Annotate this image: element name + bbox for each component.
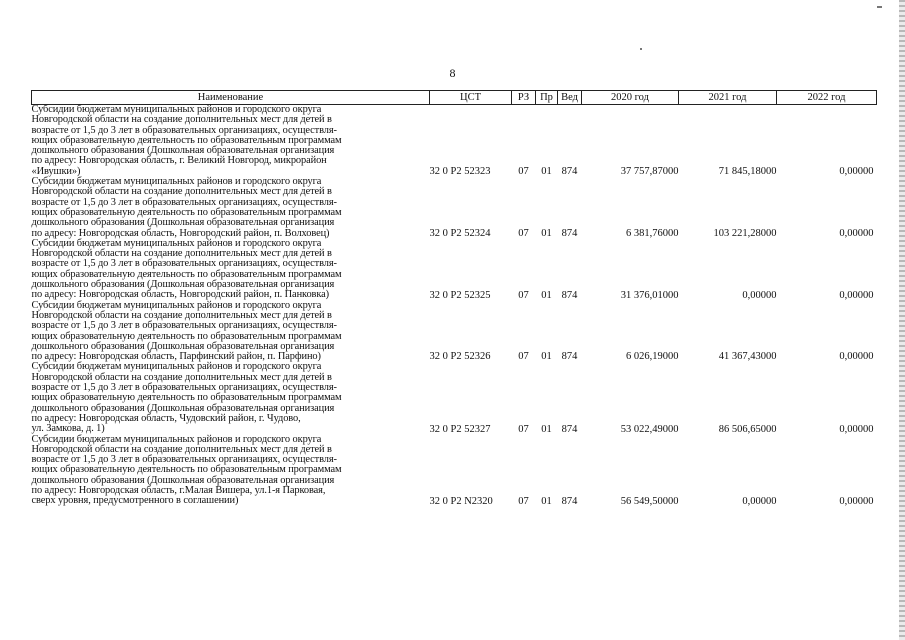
- row-rz: 07: [518, 495, 529, 507]
- row-rz: 07: [518, 289, 529, 301]
- description-line: дошкольного образования (Дошкольная образовательная организация: [31, 402, 335, 414]
- row-description: [32, 301, 430, 363]
- description-line: по адресу: Новгородская область, Чудовский район, г. Чудово,: [31, 412, 301, 424]
- row-amount-2020: 56 549,50000: [620, 495, 679, 507]
- row-description: [32, 239, 430, 301]
- row-rz: 07: [518, 351, 529, 363]
- row-cst: 32 0 P2 52323: [429, 166, 491, 178]
- row-pr: 01: [541, 351, 552, 363]
- description-line: возрасте от 1,5 до 3 лет в образовательных организациях, осуществля-: [31, 454, 337, 466]
- row-amount-2021: 41 367,43000: [718, 351, 777, 363]
- row-amount-2022: 0,00000: [839, 423, 874, 435]
- row-pr: 01: [541, 227, 552, 239]
- description-line: Субсидии бюджетам муниципальных районов и городского округа: [31, 361, 322, 373]
- row-rz: 07: [518, 166, 529, 178]
- row-amount-2022: 0,00000: [839, 227, 874, 239]
- column-header-2021: 2021 год: [679, 91, 777, 105]
- column-header-name: Наименование: [32, 91, 430, 105]
- description-line: ющих образовательную деятельность по образовательным программам: [31, 268, 342, 280]
- column-header-2022: 2022 год: [777, 91, 877, 105]
- description-line: Новгородской области на создание дополнительных мест для детей в: [31, 443, 332, 455]
- row-amount-2021: 71 845,18000: [718, 166, 777, 178]
- row-pr: 01: [541, 495, 552, 507]
- table-header-row: [32, 91, 877, 105]
- description-line: возрасте от 1,5 до 3 лет в образовательных организациях, осуществля-: [31, 124, 337, 136]
- description-line: сверх уровня, предусмотренного в соглашении): [31, 495, 239, 507]
- row-amount-2021: 86 506,65000: [718, 423, 777, 435]
- row-amount-2021: 0,00000: [742, 495, 777, 507]
- row-amount-2022: 0,00000: [839, 495, 874, 507]
- column-header-cst: ЦСТ: [430, 91, 512, 105]
- description-line: Субсидии бюджетам муниципальных районов и городского округа: [31, 237, 322, 249]
- description-line: Новгородской области на создание дополнительных мест для детей в: [31, 186, 332, 198]
- description-line: Новгородской области на создание дополнительных мест для детей в: [31, 371, 332, 383]
- row-ved: 874: [561, 351, 578, 363]
- description-line: ющих образовательную деятельность по образовательным программам: [31, 330, 342, 342]
- description-line: возрасте от 1,5 до 3 лет в образовательных организациях, осуществля-: [31, 258, 337, 270]
- description-line: дошкольного образования (Дошкольная образовательная организация: [31, 340, 335, 352]
- description-line: ющих образовательную деятельность по образовательным программам: [31, 464, 342, 476]
- description-line: «Ивушки»): [31, 165, 81, 177]
- row-amount-2020: 6 381,76000: [626, 227, 679, 239]
- row-ved: 874: [561, 166, 578, 178]
- row-amount-2020: 37 757,87000: [620, 166, 679, 178]
- row-rz: 07: [518, 227, 529, 239]
- row-ved: 874: [561, 227, 578, 239]
- description-line: Субсидии бюджетам муниципальных районов и городского округа: [31, 433, 322, 445]
- column-header-2020: 2020 год: [582, 91, 679, 105]
- table-body: [32, 105, 877, 507]
- description-line: Новгородской области на создание дополнительных мест для детей в: [31, 248, 332, 260]
- description-line: возрасте от 1,5 до 3 лет в образовательных организациях, осуществля-: [31, 196, 337, 208]
- row-amount-2020: 6 026,19000: [626, 351, 679, 363]
- row-description: [32, 177, 430, 239]
- description-line: дошкольного образования (Дошкольная образовательная организация: [31, 145, 335, 157]
- budget-table: [31, 90, 877, 507]
- column-header-pr: Пр: [536, 91, 558, 105]
- row-cst: 32 0 P2 52325: [429, 289, 491, 301]
- description-line: по адресу: Новгородская область, Новгородский район, п. Панковка): [31, 289, 330, 301]
- row-amount-2021: 103 221,28000: [713, 227, 777, 239]
- row-ved: 874: [561, 423, 578, 435]
- column-header-rz: РЗ: [512, 91, 536, 105]
- row-amount-2022: 0,00000: [839, 289, 874, 301]
- scan-edge-artifact: [899, 0, 905, 640]
- description-line: Субсидии бюджетам муниципальных районов и городского округа: [31, 176, 322, 188]
- table-row: [32, 301, 877, 363]
- table-row: [32, 177, 877, 239]
- description-line: по адресу: Новгородская область, Новгородский район, п. Волховец): [31, 227, 330, 239]
- scan-mark: [640, 48, 642, 50]
- row-description: [32, 362, 430, 434]
- row-description: [32, 435, 430, 507]
- row-ved: 874: [561, 289, 578, 301]
- row-amount-2020: 53 022,49000: [620, 423, 679, 435]
- description-line: Субсидии бюджетам муниципальных районов и городского округа: [31, 104, 322, 115]
- description-line: по адресу: Новгородская область, г.Малая Вишера, ул.1-я Парковая,: [31, 484, 326, 496]
- description-line: ул. Замкова, д. 1): [31, 423, 105, 435]
- row-amount-2022: 0,00000: [839, 351, 874, 363]
- description-line: дошкольного образования (Дошкольная образовательная организация: [31, 474, 335, 486]
- column-header-ved: Вед: [558, 91, 582, 105]
- row-pr: 01: [541, 289, 552, 301]
- description-line: возрасте от 1,5 до 3 лет в образовательных организациях, осуществля-: [31, 320, 337, 332]
- description-line: дошкольного образования (Дошкольная образовательная организация: [31, 217, 335, 229]
- description-line: Новгородской области на создание дополнительных мест для детей в: [31, 309, 332, 321]
- row-cst: 32 0 P2 N2320: [429, 495, 493, 507]
- description-line: ющих образовательную деятельность по образовательным программам: [31, 134, 342, 146]
- row-cst: 32 0 P2 52324: [429, 227, 491, 239]
- description-line: Новгородской области на создание дополнительных мест для детей в: [31, 114, 332, 126]
- description-line: по адресу: Новгородская область, г. Великий Новгород, микрорайон: [31, 155, 327, 167]
- row-pr: 01: [541, 166, 552, 178]
- row-ved: 874: [561, 495, 578, 507]
- table-row: [32, 105, 877, 178]
- scan-mark: [877, 6, 882, 8]
- row-cst: 32 0 P2 52327: [429, 423, 491, 435]
- page-number: 8: [449, 66, 456, 80]
- table-row: [32, 239, 877, 301]
- row-pr: 01: [541, 423, 552, 435]
- row-amount-2022: 0,00000: [839, 166, 874, 178]
- description-line: ющих образовательную деятельность по образовательным программам: [31, 392, 342, 404]
- table-row: [32, 435, 877, 507]
- row-description: [32, 105, 430, 178]
- row-amount-2021: 0,00000: [742, 289, 777, 301]
- row-amount-2020: 31 376,01000: [620, 289, 679, 301]
- row-cst: 32 0 P2 52326: [429, 351, 491, 363]
- table-row: [32, 362, 877, 434]
- description-line: возрасте от 1,5 до 3 лет в образовательных организациях, осуществля-: [31, 382, 337, 394]
- description-line: по адресу: Новгородская область, Парфинский район, п. Парфино): [31, 351, 321, 363]
- description-line: дошкольного образования (Дошкольная образовательная организация: [31, 279, 335, 291]
- description-line: ющих образовательную деятельность по образовательным программам: [31, 206, 342, 218]
- row-rz: 07: [518, 423, 529, 435]
- description-line: Субсидии бюджетам муниципальных районов и городского округа: [31, 299, 322, 311]
